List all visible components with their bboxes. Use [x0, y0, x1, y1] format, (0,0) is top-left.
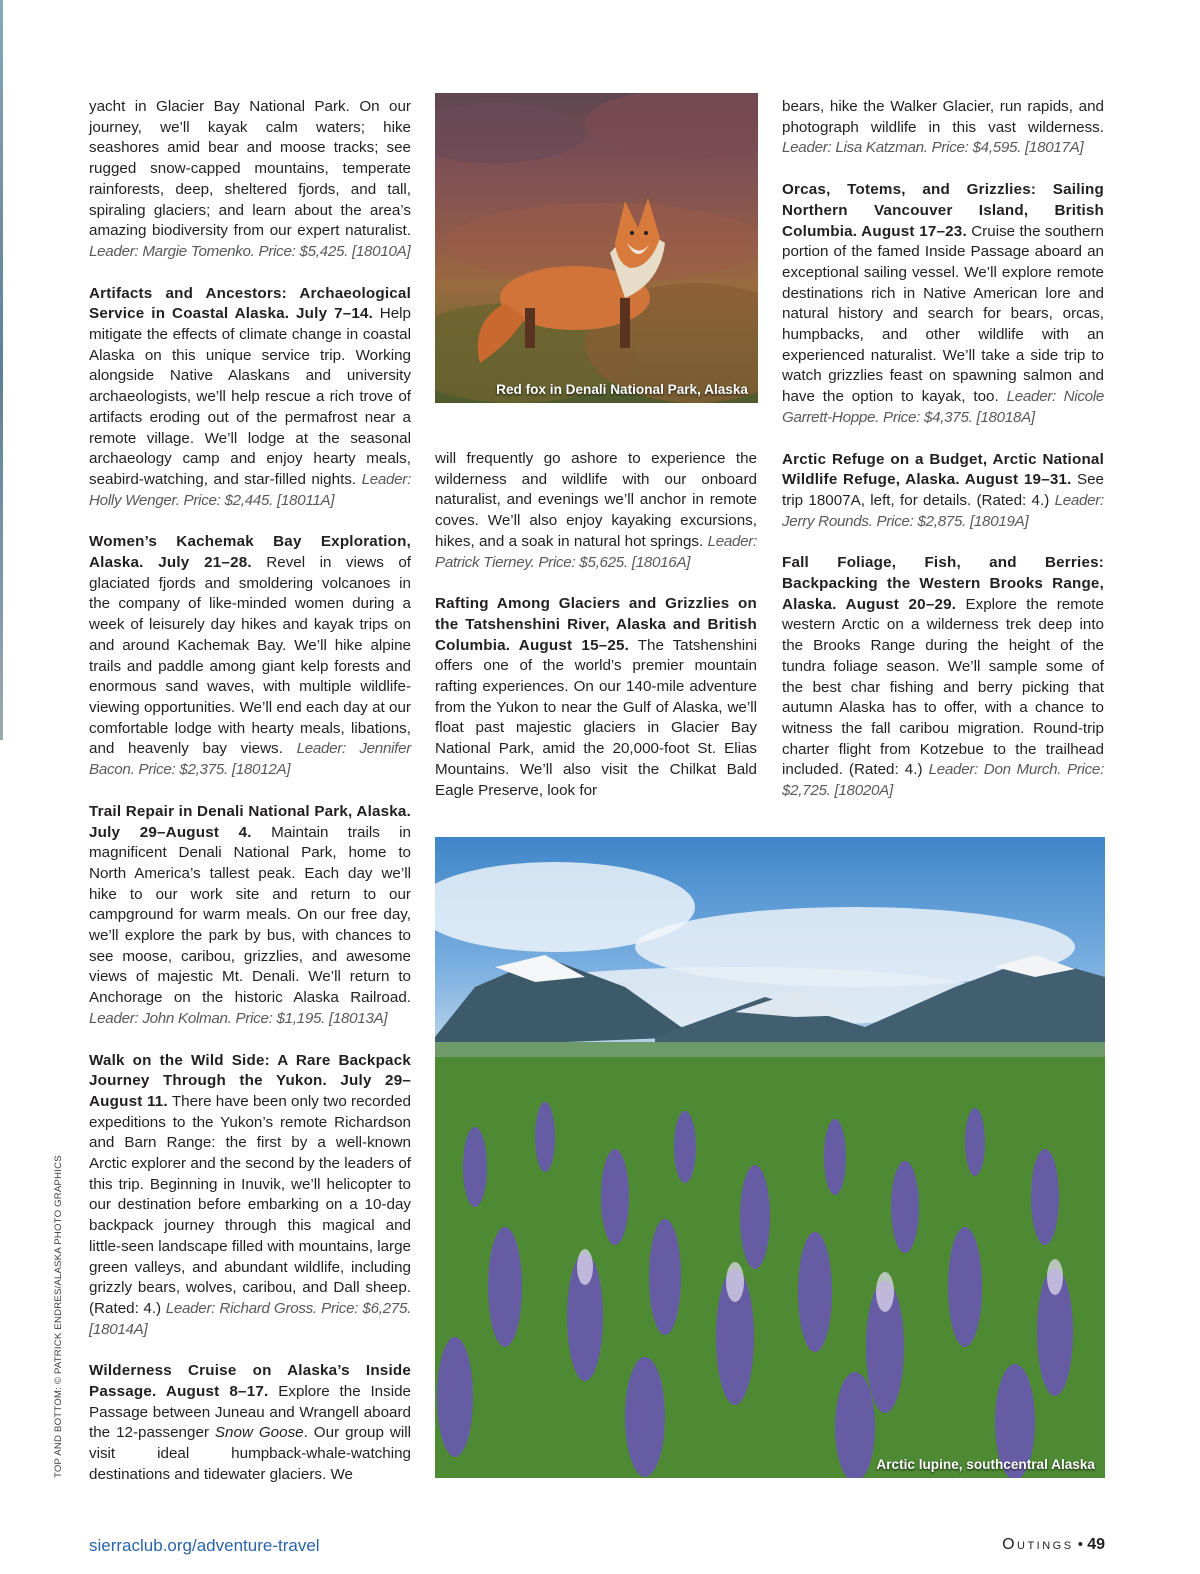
trip-body: The Tatshenshini offers one of the world’s premier mountain rafting experiences. On our 140-mile adventure from the Yukon to near the Gulf of Alaska, we’ll float past majestic glaciers in Glacier Bay National Park, amid the 20,000-foot St. Elias Mountains. We’ll also visit the Chilkat Bald Eagle Preserve, look for — [435, 636, 758, 799]
column-left — [89, 97, 411, 1507]
column-middle — [435, 449, 757, 822]
trip-leader-price: Leader: Nicole Garrett-Hoppe. Price: $4,375. [18018A] — [782, 388, 1105, 426]
trip-18013A — [89, 802, 411, 1030]
footer-site-url[interactable]: sierraclub.org/adventure-travel — [89, 1536, 320, 1555]
trip-body-continued: . Our group will visit ideal humpback-whale-watching destinations and tidewater glaciers. We — [89, 1424, 411, 1483]
trip-continued-18016A — [435, 449, 757, 573]
trip-leader-price: Leader: Richard Gross. Price: $6,275. [18014A] — [89, 1299, 412, 1338]
trip-leader-price: Leader: Jerry Rounds. Price: $2,875. [18019A] — [782, 491, 1104, 530]
trip-body: will frequently go ashore to experience the wilderness and wildlife with our onboard naturalist, and evenings we’ll anchor in remote coves. We’ll also enjoy kayaking excursions, hikes, and a soak in natural hot springs. — [435, 450, 757, 550]
trip-18019A — [782, 450, 1104, 533]
red-fox-photo — [435, 93, 758, 403]
trip-body: bears, hike the Walker Glacier, run rapids, and photograph wildlife in this vast wilderness. — [782, 98, 1104, 136]
trip-title: Arctic Refuge on a Budget, Arctic National Wildlife Refuge, Alaska. August 19–31. — [782, 450, 1104, 489]
trip-leader-price: Leader: Jennifer Bacon. Price: $2,375. [18012A] — [89, 740, 411, 779]
trip-leader-price: Leader: Lisa Katzman. Price: $4,595. [18017A] — [782, 139, 1084, 157]
trip-continued-18017A — [782, 97, 1104, 159]
trip-title: Women’s Kachemak Bay Exploration, Alaska. July 21–28. — [89, 533, 411, 572]
ship-name: Snow Goose — [214, 1424, 304, 1442]
lupine-caption: Arctic lupine, southcentral Alaska — [876, 1457, 1095, 1472]
trip-body: Revel in views of glaciated fjords and smoldering volcanoes in the company of like-minded women during a week of leisurely day hikes and kayak trips on and around Kachemak Bay. We’ll hike alpine trails and paddle among giant kelp forests and enormous sand waves, with multiple wildlife-viewing opportunities. We’ll end each day at our comfortable lodge with hearty meals, libations, and heavenly bay views. — [89, 554, 411, 758]
footer-folio — [1002, 1536, 1105, 1554]
trip-18011A — [89, 284, 411, 512]
trip-title: Fall Foliage, Fish, and Berries: Backpacking the Western Brooks Range, Alaska. August 20–29. — [782, 554, 1104, 613]
trip-18018A — [782, 180, 1104, 428]
fox-caption: Red fox in Denali National Park, Alaska — [496, 382, 748, 397]
trip-body: There have been only two recorded expeditions to the Yukon’s remote Richardson and Barn Range: the first by a well-known Arctic explorer and the second by the leaders of this trip. Beginning in Inuvik, we’ll helicopter to our destination before embarking on a 10-day backpack journey through this magical and little-seen landscape filled with mountains, large green valleys, and abundant wildlife, including grizzly bears, wolves, caribou, and Dall sheep. (Rated: 4.) — [89, 1092, 411, 1317]
red-fox-illustration — [435, 93, 758, 403]
trip-leader-price: Leader: Don Murch. Price: $2,725. [18020A] — [782, 761, 1104, 800]
trip-title: Orcas, Totems, and Grizzlies: Sailing Northern Vancouver Island, British Columbia. August 17–23. — [782, 181, 1104, 240]
trip-18016A-start — [89, 1361, 411, 1485]
trip-18020A — [782, 553, 1104, 801]
trip-body: yacht in Glacier Bay National Park. On our journey, we’ll kayak calm waters; hike seashores amid bear and moose tracks; see rugged snow-capped mountains, temperate rainforests, deep, sheltered fjords, and tall, spiraling glaciers; and learn about the area’s amazing biodiversity from our expert naturalist. — [89, 98, 411, 240]
trip-leader-price: Leader: John Kolman. Price: $1,195. [18013A] — [89, 1009, 388, 1027]
trip-body: See trip 18007A, left, for details. (Rated: 4.) — [782, 471, 1104, 509]
column-right — [782, 97, 1104, 823]
trip-18014A — [89, 1051, 411, 1341]
trip-title: Rafting Among Glaciers and Grizzlies on the Tatshenshini River, Alaska and British Columbia. August 15–25. — [435, 595, 757, 654]
trip-18017A-start — [435, 594, 757, 801]
trip-body: Explore the Inside Passage between Juneau and Wrangell aboard the 12-passenger — [89, 1383, 411, 1442]
trip-leader-price: Leader: Margie Tomenko. Price: $5,425. [18010A] — [89, 242, 411, 260]
trip-leader-price: Leader: Patrick Tierney. Price: $5,625. [18016A] — [435, 532, 757, 571]
page-number: 49 — [1087, 1536, 1105, 1553]
trip-body: Explore the remote western Arctic on a wilderness trek deep into the Brooks Range during the height of the tundra foliage season. We’ll sample some of the best char fishing and berry picking that autumn Alaska has to offer, with a chance to witness the fall caribou migration. Round-trip charter flight from Kotzebue to the trailhead included. (Rated: 4.) — [782, 595, 1104, 779]
trip-body: Maintain trails in magnificent Denali National Park, home to North America’s tallest peak. Each day we’ll hike to our work site and return to our campground for warm meals. On our free day, we’ll explore the park by bus, with chances to see moose, caribou, grizzlies, and awesome views of majestic Mt. Denali. We’ll return to Anchorage on the historic Alaska Railroad. — [89, 823, 411, 1007]
trip-title: Trail Repair in Denali National Park, Alaska. July 29–August 4. — [89, 802, 411, 841]
trip-title: Wilderness Cruise on Alaska’s Inside Passage. August 8–17. — [89, 1362, 411, 1401]
trip-title: Artifacts and Ancestors: Archaeological Service in Coastal Alaska. July 7–14. — [89, 284, 411, 323]
lupine-landscape-illustration — [435, 837, 1105, 1478]
footer-section-name: Outings — [1002, 1536, 1074, 1553]
trip-18012A — [89, 532, 411, 780]
trip-leader-price: Leader: Holly Wenger. Price: $2,445. [18011A] — [89, 470, 411, 509]
left-edge-strip — [0, 0, 3, 740]
arctic-lupine-photo — [435, 837, 1105, 1478]
trip-continued-18010A — [89, 97, 411, 263]
footer-bullet: • — [1077, 1536, 1084, 1553]
trip-body: Cruise the southern portion of the famed Inside Passage aboard an exceptional sailing vessel. We’ll explore remote destinations rich in Native American lore and natural history and search for bears, orcas, humpbacks, and other wildlife with an experienced naturalist. We’ll take a side trip to watch grizzlies feast on spawning salmon and have the option to kayak, too. — [782, 222, 1104, 406]
trip-title: Walk on the Wild Side: A Rare Backpack Journey Through the Yukon. July 29–August 11. — [89, 1051, 411, 1110]
trip-body: Help mitigate the effects of climate change in coastal Alaska on this unique service trip. Working alongside Native Alaskans and university archaeologists, we’ll help rescue a rich trove of artifacts eroding out of the permafrost near a remote village. We’ll lodge at the seasonal archaeology camp and enjoy hearty meals, seabird-watching, and star-filled nights. — [89, 305, 411, 488]
photo-credit: TOP AND BOTTOM: © PATRICK ENDRES/ALASKA PHOTO GRAPHICS — [53, 1155, 64, 1478]
